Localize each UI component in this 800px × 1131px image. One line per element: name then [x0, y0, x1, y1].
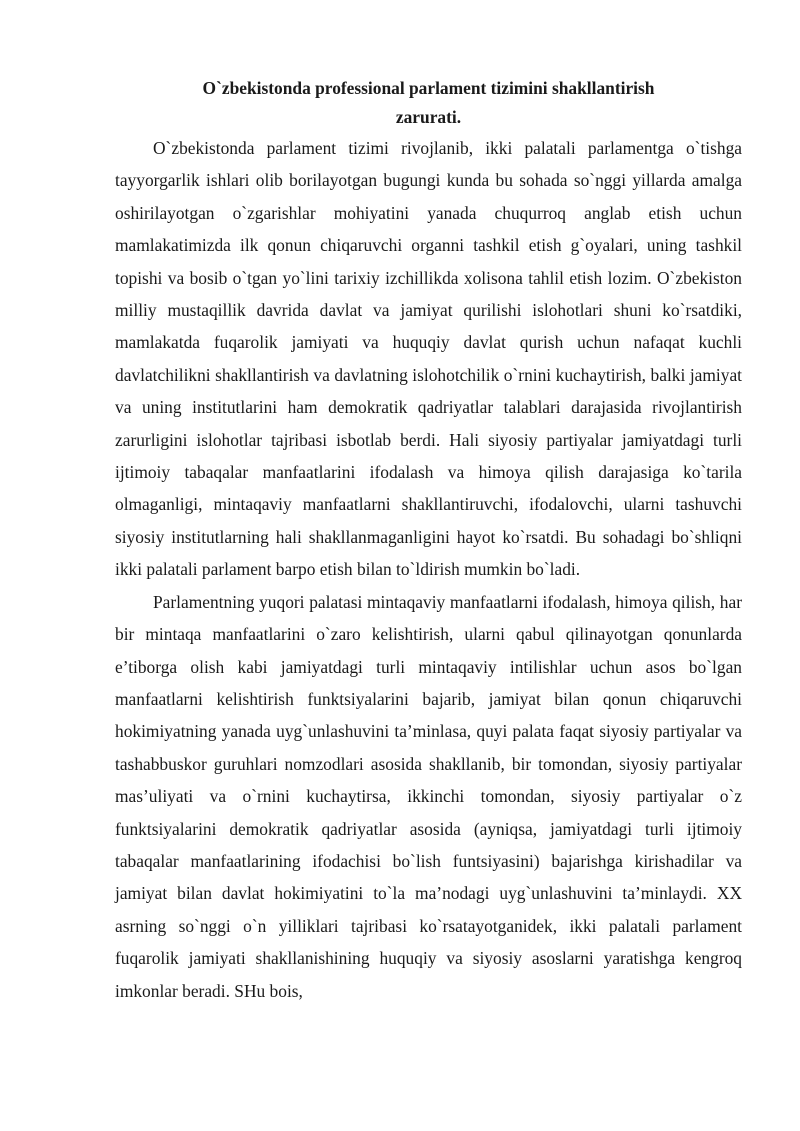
document-page [115, 74, 742, 1007]
body-paragraph-1: O`zbekistonda parlament tizimi rivojlanib, ikki palatali parlamentga o`tishga tayyorgarlik ishlari olib borilayotgan bugungi kunda bu sohada so`nggi yillarda amalga oshirilayotgan o`zgarishlar mohiyatini yanada chuqurroq anglab etish uchun mamlakatimizda ilk qonun chiqaruvchi organni tashkil etish g`oyalari, uning tashkil topishi va bosib o`tgan yo`lini tarixiy izchillikda xolisona tahlil etish lozim. O`zbekiston milliy mustaqillik davrida davlat va jamiyat qurilishi islohotlari shuni ko`rsatdiki, mamlakatda fuqarolik jamiyati va huquqiy davlat qurish uchun nafaqat kuchli davlatchilikni shakllantirish va davlatning islohotchilik o`rnini kuchaytirish, balki jamiyat va uning institutlarini ham demokratik qadriyatlar talablari darajasida rivojlantirish zarurligini islohotlar tajribasi isbotlab berdi. Hali siyosiy partiyalar jamiyatdagi turli ijtimoiy tabaqalar manfaatlarini ifodalash va himoya qilish darajasiga ko`tarila olmaganligi, mintaqaviy manfaatlarni shakllantiruvchi, ifodalovchi, ularni tashuvchi siyosiy institutlarning hali shakllanmaganligini hayot ko`rsatdi. Bu sohadagi bo`shliqni ikki palatali parlament barpo etish bilan to`ldirish mumkin bo`ladi. [115, 138, 742, 580]
document-title-line-2: zarurati. [395, 107, 462, 127]
body-paragraph-2: Parlamentning yuqori palatasi mintaqaviy manfaatlarni ifodalash, himoya qilish, har bir mintaqa manfaatlarini o`zaro kelishtirish, ularni qabul qilinayotgan qonunlarda e’tiborga olish kabi jamiyatdagi turli mintaqaviy intilishlar uchun asos bo`lgan manfaatlarni kelishtirish funktsiyalarini bajarib, jamiyat bilan qonun chiqaruvchi hokimiyatning yanada uyg`unlashuvini ta’minlasa, quyi palata faqat siyosiy partiyalar va tashabbuskor guruhlari nomzodlari asosida shakllanib, bir tomondan, siyosiy partiyalar mas’uliyati va o`rnini kuchaytirsa, ikkinchi tomondan, siyosiy partiyalar o`z funktsiyalarini demokratik qadriyatlar asosida (ayniqsa, jamiyatdagi turli ijtimoiy tabaqalar manfaatlarining ifodachisi bo`lish funtsiyasini) bajarishga kirishadilar va jamiyat bilan davlat hokimiyatini to`la ma’nodagi uyg`unlashuvini ta’minlaydi. XX asrning so`nggi o`n yilliklari tajribasi ko`rsatayotganidek, ikki palatali parlament fuqarolik jamiyati shakllanishining huquqiy va siyosiy asoslarni yaratishga kengroq imkonlar beradi. SHu bois, [115, 591, 742, 1001]
document-title-line-1: O`zbekistonda professional parlament tizimini shakllantirish [202, 78, 655, 98]
document-title [115, 74, 742, 132]
